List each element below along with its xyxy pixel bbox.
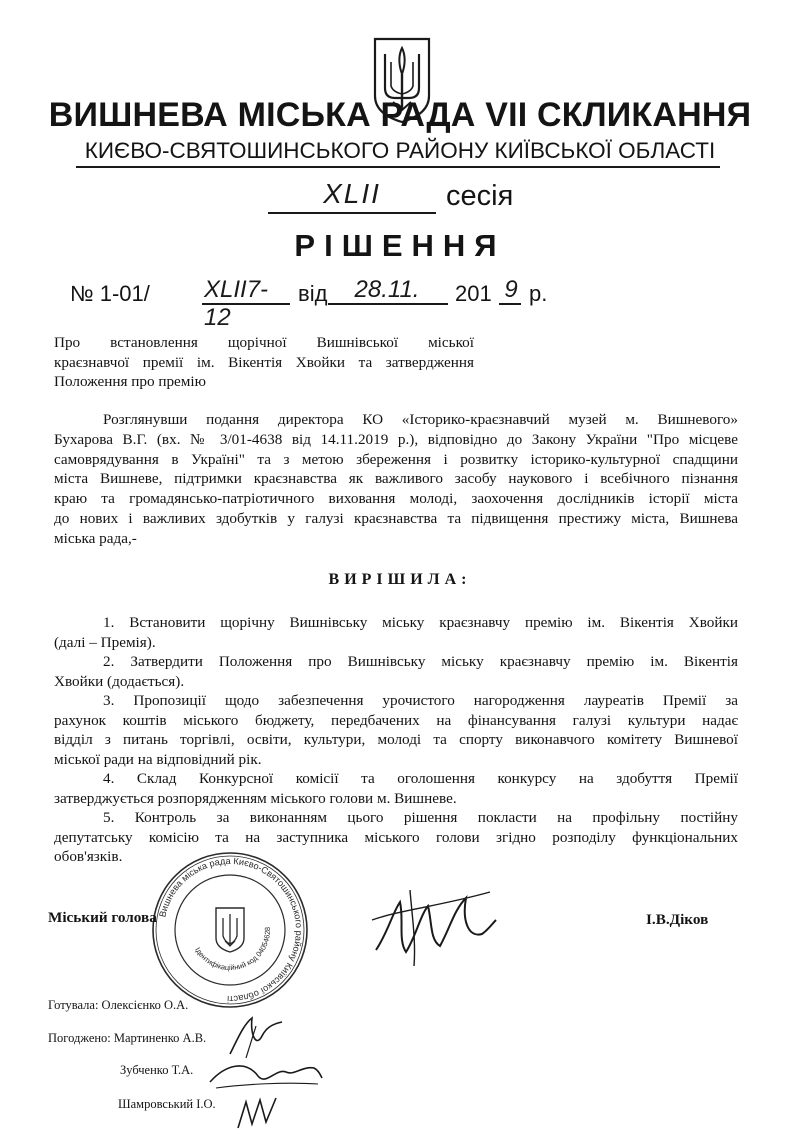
- resolution-item-1: [54, 613, 738, 652]
- signature-icon: [232, 1092, 282, 1132]
- svg-text:Вишнева міська рада Києво-Свят: [157, 856, 304, 1004]
- preamble-line: Бухарова В.Г. (вх. № 3/01-4638 від 14.11.2019 р.), відповідно до Закону України "Про місцеве: [54, 430, 738, 448]
- year-underline: [499, 303, 521, 305]
- seal-outer-text: Вишнева міська рада Києво-Святошинського району Київської області: [157, 855, 305, 1005]
- item-line: обов'язків.: [54, 848, 123, 865]
- preamble-line: самоврядування в Україні" та з метою збереження і розвитку історико-культурної спадщини: [54, 450, 738, 468]
- preamble-line: до нових і важливих здобутків у галузі краєзнавства та підвищення престижу міста, Вишнева: [54, 509, 738, 527]
- prepared-by: Готувала: Олексієнко О.А.: [48, 998, 189, 1012]
- item-line: міської ради на відповідний рік.: [54, 750, 262, 768]
- mayor-label: Міський голова: [48, 909, 157, 926]
- decision-subject: [54, 333, 474, 392]
- resolution-item-2: [54, 652, 738, 691]
- item-line: 3. Пропозиції щодо забезпечення урочистого нагородження лауреатів Премії за: [103, 692, 738, 709]
- item-line: 5. Контроль за виконанням цього рішення покласти на профільну постійну: [103, 809, 738, 826]
- item-line: 2. Затвердити Положення про Вишнівську міську краєзнавчу премію ім. Вікентія: [103, 653, 738, 670]
- resolution-items: [54, 613, 738, 867]
- council-subtitle: КИЄВО-СВЯТОШИНСЬКОГО РАЙОНУ КИЇВСЬКОЇ ОБЛАСТІ: [84, 138, 716, 163]
- decision-date-underline: [328, 303, 448, 305]
- official-seal-icon: [150, 850, 310, 1010]
- subject-line: краєзнавчої премії ім. Вікентія Хвойки та затвердження: [54, 353, 474, 371]
- resolution-item-4: [54, 769, 738, 808]
- signature-icon: [206, 1054, 326, 1094]
- preamble-line: міська рада,-: [54, 529, 137, 547]
- header-divider: [76, 166, 720, 168]
- item-line: депутатську комісію та на заступника міського голови згідно розподілу функціональних: [54, 828, 738, 846]
- council-title: ВИШНЕВА МІСЬКА РАДА VII СКЛИКАННЯ: [48, 96, 752, 134]
- mayor-name: І.В.Діков: [646, 911, 709, 928]
- decision-number-underline: [202, 303, 290, 305]
- item-line: 4. Склад Конкурсної комісії та оголошення конкурсу на здобуття Премії: [103, 770, 738, 787]
- agreed-by-3: Шамровський І.О.: [118, 1097, 216, 1111]
- decision-title: РІШЕННЯ: [294, 228, 506, 263]
- item-line: Хвойки (додається).: [54, 672, 185, 690]
- decision-number: XLII7-12: [204, 276, 269, 331]
- subject-line: Положення про премію: [54, 373, 206, 391]
- item-line: затверджується розпорядженням міського голови м. Вишневе.: [54, 789, 457, 807]
- seal-inner-text: Ідентифікаційний код 04054628: [193, 926, 273, 973]
- subject-line: Про встановлення щорічної Вишнівської міської: [54, 334, 474, 351]
- svg-text:Ідентифікаційний код 04054628: [193, 927, 272, 972]
- item-line: рахунок коштів міського бюджету, передбачених на фінансування галузі культури надає: [54, 711, 738, 729]
- session-number: XLII: [323, 178, 381, 209]
- decision-date: 28.11.: [354, 276, 420, 303]
- preamble-paragraph: [54, 410, 738, 549]
- item-line: відділ з питань торгівлі, освіти, культури, молоді та спорту виконавчого комітету Вишневої: [54, 731, 738, 748]
- resolved-heading: ВИРІШИЛА:: [328, 571, 472, 588]
- decision-number-prefix: № 1-01/: [70, 281, 150, 306]
- item-line: (далі – Премія).: [54, 633, 156, 651]
- agreed-by-1: Погоджено: Мартиненко А.В.: [48, 1031, 207, 1045]
- year-suffix: р.: [529, 281, 548, 306]
- preamble-line: Розглянувши подання директора КО «Історико-краєзнавчий музей м. Вишневого»: [103, 411, 738, 428]
- session-underline: [268, 212, 436, 214]
- agreed-by-2: Зубченко Т.А.: [120, 1063, 194, 1077]
- resolution-item-3: [54, 691, 738, 769]
- date-prefix: від: [298, 281, 328, 306]
- preamble-line: міста Вишневе, підтримки краєзнавства як важливого засобу наукового і всебічного пізнання: [54, 470, 738, 488]
- session-label: сесія: [446, 180, 514, 212]
- item-line: 1. Встановити щорічну Вишнівську міську краєзнавчу премію ім. Вікентія Хвойки: [103, 614, 738, 631]
- preamble-line: краю та громадянсько-патріотичного виховання молоді, заохочення дослідників історії міста: [54, 490, 738, 508]
- mayor-signature-icon: [370, 880, 500, 970]
- year-prefix: 201: [455, 281, 492, 306]
- year-digit: 9: [504, 276, 518, 303]
